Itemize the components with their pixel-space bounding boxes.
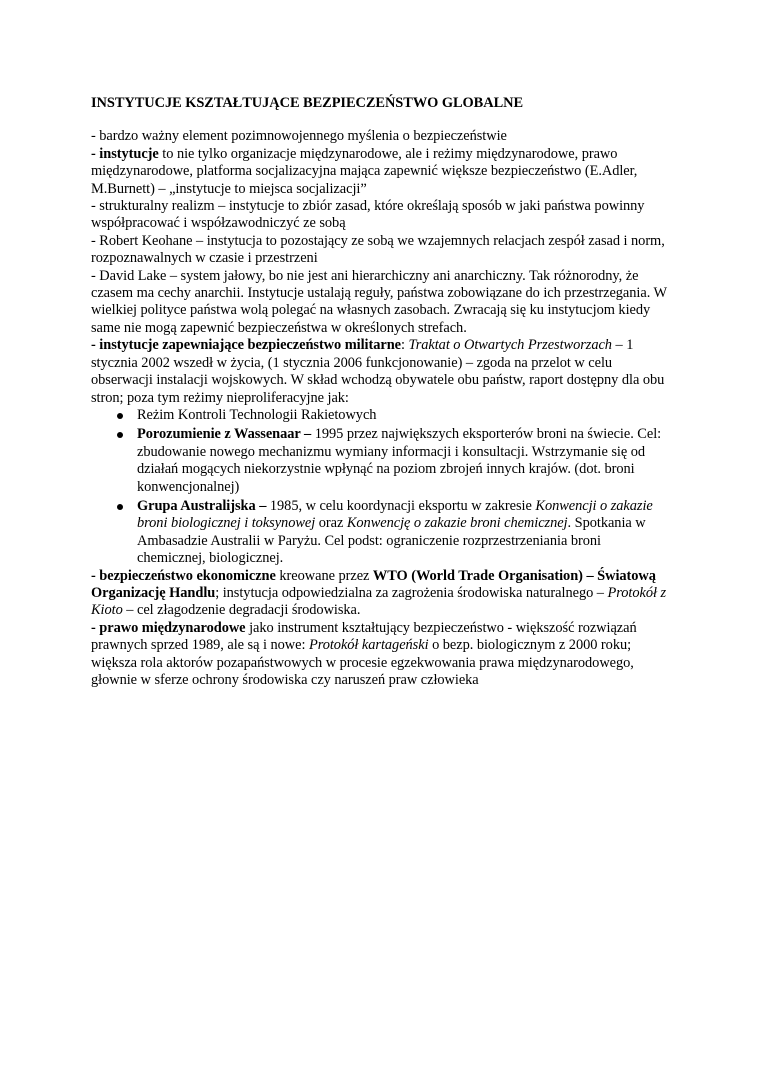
title-traktat: Traktat o Otwartych Przestworzach bbox=[408, 337, 612, 354]
term-ekonomiczne: - bezpieczeństwo ekonomiczne bbox=[91, 567, 276, 584]
title-konwencja-biologiczna: Konwencji o zakazie broni biologicznej i toksynowej bbox=[137, 497, 653, 532]
paragraph-text: jako instrument kształtujący bezpieczeństwo - większość rozwiązań prawnych sprzed 1989, ale są i nowe: bbox=[91, 619, 637, 654]
paragraph-colon: : bbox=[401, 337, 409, 354]
term-militarne: - instytucje zapewniające bezpieczeństwo militarne bbox=[91, 337, 402, 354]
list-item-grupa-australijska bbox=[91, 498, 671, 568]
paragraph-text: kreowane przez bbox=[275, 567, 373, 584]
paragraph-text: to nie tylko organizacje międzynarodowe, ale i reżimy międzynarodowe, prawo międzynarodowe, platforma socjalizacyjna mająca zapewnić większe bezpieczeństwo (E.Adler, M.Burnett) – „instytucje to miejsca socjalizacji” bbox=[91, 145, 638, 197]
list-item-wassenaar bbox=[91, 426, 671, 496]
title-protokol-kioto: Protokół z Kioto bbox=[91, 584, 667, 619]
paragraph-dash: - bbox=[91, 145, 100, 162]
paragraph-intro: - bardzo ważny element pozimnowojennego myślenia o bezpieczeństwie bbox=[91, 128, 507, 145]
document-title: INSTYTUCJE KSZTAŁTUJĄCE BEZPIECZEŃSTWO GLOBALNE bbox=[91, 95, 524, 111]
document-body bbox=[91, 95, 671, 689]
paragraph-text: – 1 stycznia 2002 wszedł w życia, (1 stycznia 2006 funkcjonowanie) – zgoda na przelot w celu obserwacji instalacji wojskowych. W skład wchodzą obywatele obu państw, raport dostępny dla obu stron; poza tym reżimy nieproliferacyjne jak: bbox=[91, 337, 665, 406]
title-protokol-kartagenski: Protokół kartageński bbox=[308, 637, 429, 654]
list-item-rezim bbox=[91, 407, 671, 424]
paragraph-lake: - David Lake – system jałowy, bo nie jest ani hierarchiczny ani anarchiczny. Tak różnorodny, że czasem ma cechy anarchii. Instytucje ustalają reguły, państwa zobowiązane do ich przestrzegania. W wielkiej polityce państwa wolą polegać na własnych zasobach. Zwracają się ku instytucjom kiedy same nie mogą zapewnić bezpieczeństwa w określonych strefach. bbox=[91, 267, 667, 336]
regimes-list bbox=[91, 407, 671, 568]
paragraph-keohane: - Robert Keohane – instytucja to pozostający ze sobą we wzajemnych relacjach zespół zasad i norm, rozpoznawalnych w czasie i przestrzeni bbox=[91, 232, 665, 267]
list-item-text: Reżim Kontroli Technologii Rakietowych bbox=[137, 406, 377, 423]
term-wto: WTO (World Trade Organisation) – Światową Organizację Handlu bbox=[91, 567, 656, 601]
paragraph-militarne bbox=[91, 337, 671, 407]
paragraph-text: o bezp. biologicznym z 2000 roku; większa rola aktorów pozapaństwowych w procesie egzekwowania prawa międzynarodowego, głownie w sferze ochrony środowiska czy naruszeń praw człowieka bbox=[91, 637, 634, 688]
paragraph-text: ; instytucja odpowiedzialna za zagrożenia środowiska naturalnego – bbox=[215, 584, 608, 601]
title-konwencja-chemiczna: Konwencję o zakazie broni chemicznej bbox=[346, 515, 568, 532]
paragraph-ekonomiczne bbox=[91, 568, 671, 620]
paragraph-realizm: - strukturalny realizm – instytucje to zbiór zasad, które określają sposób w jaki państwa powinny współpracować i współzawodniczyć ze sobą bbox=[91, 198, 645, 232]
paragraph-prawo bbox=[91, 620, 671, 690]
list-item-text: 1985, w celu koordynacji eksportu w zakresie bbox=[266, 497, 536, 514]
term-prawo: - prawo międzynarodowe bbox=[91, 619, 246, 636]
term-instytucje: instytucje bbox=[99, 145, 159, 162]
list-item-text: . Spotkania w Ambasadzie Australii w Paryżu. Cel podst: ograniczenie rozprzestrzeniania broni chemicznej, biologicznej. bbox=[137, 515, 646, 567]
paragraph-instytucje bbox=[91, 146, 671, 198]
term-grupa-australijska: Grupa Australijska – bbox=[137, 497, 267, 514]
term-wassenaar: Porozumienie z Wassenaar – bbox=[137, 426, 312, 443]
paragraph-text: – cel złagodzenie degradacji środowiska. bbox=[122, 602, 361, 619]
list-item-text: 1995 przez największych eksporterów broni na świecie. Cel: zbudowanie nowego mechanizmu wymiany informacji i konsultacji. Wstrzymanie się od działań mogących niekorzystnie wpłynąć na poziom zbrojeń innych krajów. (dot. broni konwencjonalnej) bbox=[137, 426, 662, 495]
list-item-text: oraz bbox=[315, 515, 347, 532]
